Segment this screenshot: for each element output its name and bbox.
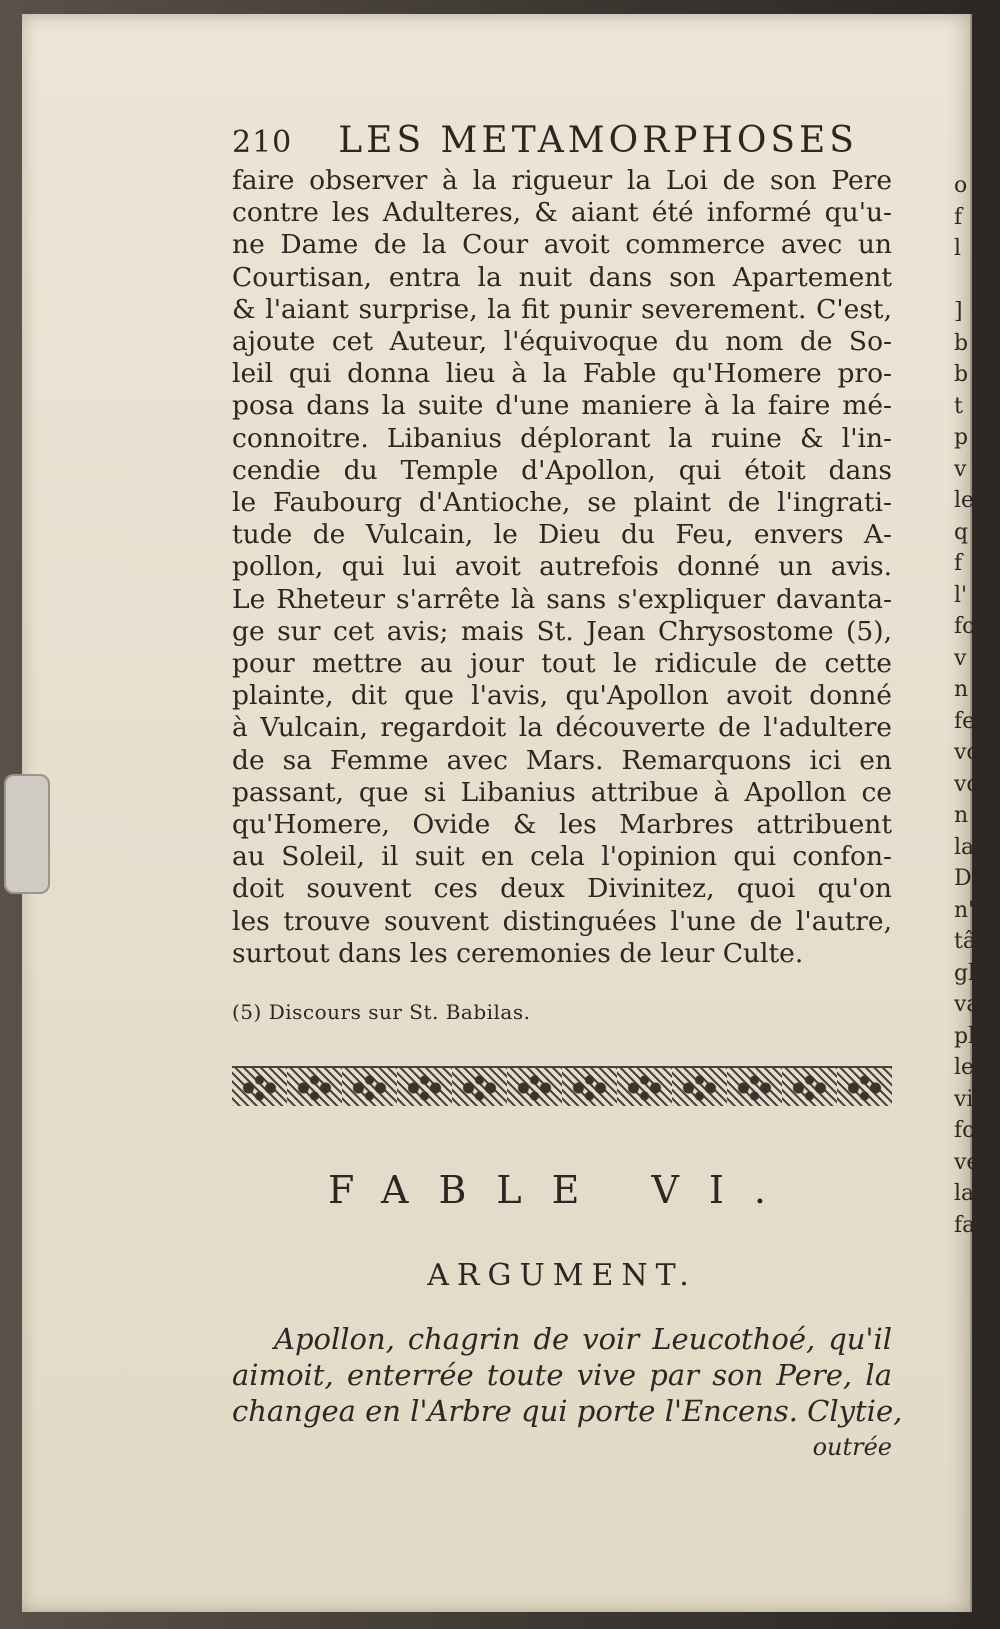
text-line: ge sur cet avis; mais St. Jean Chrysostome (5), <box>232 615 892 647</box>
facing-fragment: b <box>954 362 969 387</box>
facing-fragment: b <box>954 330 969 356</box>
text-line: doit souvent ces deux Divinitez, quoi qu'on <box>232 873 892 905</box>
argument-heading: ARGUMENT. <box>427 1258 697 1294</box>
facing-fragment: vo <box>954 771 980 797</box>
facing-fragment: vi <box>954 1086 974 1112</box>
text-line: & l'aiant surprise, la fit punir severement. C'est, <box>232 293 892 325</box>
text-line: leil qui donna lieu à la Fable qu'Homere pro- <box>232 358 892 390</box>
text-line: plainte, dit que l'avis, qu'Apollon avoit donné <box>232 680 892 712</box>
text-line: qu'Homere, Ovide & les Marbres attribuent <box>232 809 892 841</box>
facing-fragment: le <box>954 1055 975 1080</box>
ornament-cell <box>562 1066 617 1106</box>
facing-fragment: v <box>954 456 967 482</box>
facing-fragment: tâ <box>954 929 976 954</box>
facing-fragment: l <box>954 236 962 261</box>
fable-heading: FABLE VI. <box>327 1168 796 1213</box>
facing-fragment: D <box>954 866 972 891</box>
text-line: posa dans la suite d'une maniere à la faire mé- <box>232 390 892 422</box>
argument-line: Apollon, chagrin de voir Leucothoé, qu'il <box>274 1322 892 1357</box>
page-number: 210 <box>232 125 293 160</box>
facing-page-edge <box>954 170 984 1241</box>
ornament-cell <box>452 1066 507 1106</box>
facing-fragment: le <box>954 488 975 513</box>
footnote: (5) Discours sur St. Babilas. <box>232 1000 531 1025</box>
text-line: faire observer à la rigueur la Loi de son Pere <box>232 165 892 196</box>
facing-fragment: la <box>954 834 975 860</box>
facing-fragment: f <box>954 204 963 230</box>
catchword: outrée <box>812 1433 892 1462</box>
text-line: à Vulcain, regardoit la découverte de l'adultere <box>232 712 892 744</box>
facing-fragment: l' <box>954 582 968 608</box>
facing-fragment: fo <box>954 1118 976 1143</box>
facing-fragment: la <box>954 1181 975 1206</box>
facing-fragment: ] <box>954 299 963 324</box>
argument-text <box>232 1321 903 1465</box>
facing-fragment: ve <box>954 1149 980 1175</box>
body-text <box>232 165 922 970</box>
facing-fragment <box>954 265 984 297</box>
ornament-cell <box>782 1066 837 1106</box>
ornament-cell <box>287 1066 342 1106</box>
text-line: cendie du Temple d'Apollon, qui étoit dans <box>232 454 892 486</box>
ornament-cell <box>397 1066 452 1106</box>
ornament-cell <box>672 1066 727 1106</box>
facing-fragment: fe <box>954 708 976 734</box>
text-line: contre les Adulteres, & aiant été informé qu'u- <box>232 197 892 229</box>
facing-fragment: n' <box>954 897 975 923</box>
ornament-cell <box>837 1066 892 1106</box>
text-line: de sa Femme avec Mars. Remarquons ici en <box>232 744 892 776</box>
facing-fragment: va <box>954 992 980 1017</box>
argument-line: changea en l'Arbre qui porte l'Encens. Clytie, <box>232 1394 903 1429</box>
text-line: au Soleil, il suit en cela l'opinion qui confon- <box>232 841 892 873</box>
ornament-cell <box>617 1066 672 1106</box>
text-line: ne Dame de la Cour avoit commerce avec un <box>232 229 892 261</box>
running-head <box>232 120 922 161</box>
ornament-cell <box>727 1066 782 1106</box>
running-title: LES METAMORPHOSES <box>338 120 858 161</box>
ornament-cell <box>232 1066 287 1106</box>
text-line: surtout dans les ceremonies de leur Culte. <box>232 937 804 969</box>
facing-fragment: q <box>954 519 969 545</box>
text-line: passant, que si Libanius attribue à Apollon ce <box>232 776 892 808</box>
facing-fragment: p <box>954 425 969 450</box>
text-line: tude de Vulcain, le Dieu du Feu, envers A- <box>232 519 892 551</box>
text-line: pour mettre au jour tout le ridicule de cette <box>232 648 892 680</box>
facing-fragment: gl <box>954 960 976 986</box>
facing-fragment: v <box>954 645 967 671</box>
ornament-cell <box>342 1066 397 1106</box>
ornament-band <box>232 1066 892 1106</box>
facing-fragment: n <box>954 803 969 828</box>
text-line: les trouve souvent distinguées l'une de l'autre, <box>232 905 892 937</box>
page-content <box>232 120 922 1465</box>
facing-fragment: n <box>954 677 969 702</box>
text-line: Courtisan, entra la nuit dans son Apartement <box>232 261 892 293</box>
facing-fragment: o <box>954 173 968 198</box>
facing-fragment: pl <box>954 1023 976 1049</box>
book-clip <box>4 774 50 894</box>
facing-fragment: fa <box>954 1212 976 1238</box>
facing-fragment: t <box>954 393 963 419</box>
ornament-cell <box>507 1066 562 1106</box>
facing-fragment: fo <box>954 614 976 639</box>
text-line: Le Rheteur s'arrête là sans s'expliquer davanta- <box>232 583 892 615</box>
facing-fragment: vo <box>954 740 980 765</box>
text-line: connoitre. Libanius déplorant la ruine & l'in- <box>232 422 892 454</box>
facing-fragment: f <box>954 551 963 576</box>
text-line: ajoute cet Auteur, l'équivoque du nom de So- <box>232 326 892 358</box>
argument-line: aimoit, enterrée toute vive par son Pere, la <box>232 1358 892 1393</box>
text-line: le Faubourg d'Antioche, se plaint de l'ingrati- <box>232 487 892 519</box>
text-line: pollon, qui lui avoit autrefois donné un avis. <box>232 551 892 583</box>
